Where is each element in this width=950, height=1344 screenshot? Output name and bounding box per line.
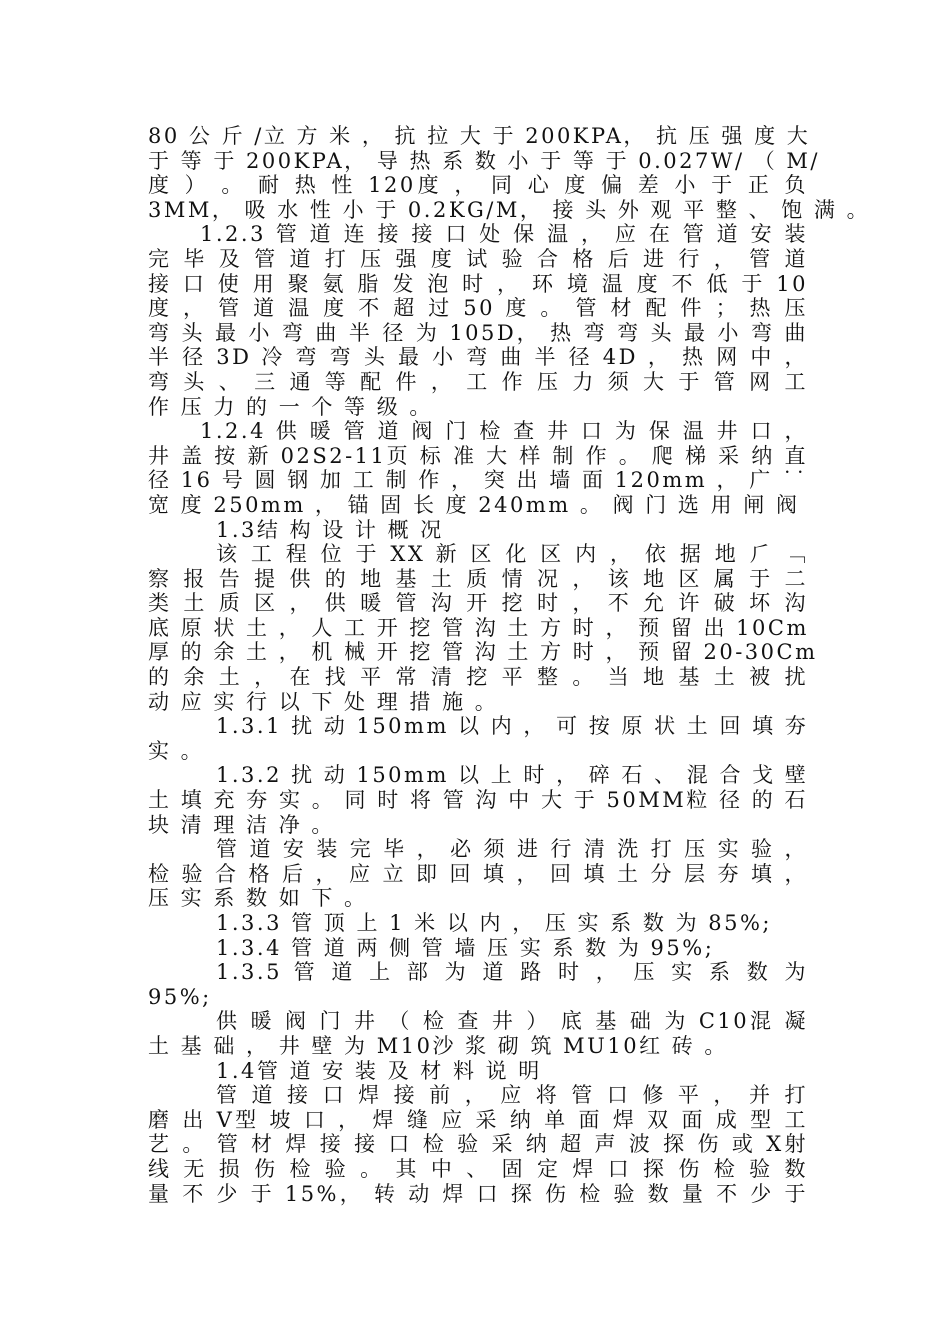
text-line: 管 道 接 口 焊 接 前 ， 应 将 管 口 修 平 ， 并 打 xyxy=(216,1083,808,1108)
text-line: 弯 头 最 小 弯 曲 半 径 为 105D， 热 弯 弯 头 最 小 弯 曲 xyxy=(148,320,808,345)
text-line: 检 验 合 格 后 ， 应 立 即 回 填 ， 回 填 土 分 层 夯 填 ， xyxy=(148,861,808,886)
body-text xyxy=(148,124,871,1206)
text-line: 底 原 状 土 ， 人 工 开 挖 管 沟 土 方 时 ， 预 留 出 10Cm xyxy=(148,615,809,640)
text-line: 度 ， 管 道 温 度 不 超 过 50 度 。 管 材 配 件 ； 热 压 xyxy=(148,296,808,321)
text-line: 完 毕 及 管 道 打 压 强 度 试 验 合 格 后 进 行 ， 管 道 xyxy=(148,246,808,271)
text-line: 压 实 系 数 如 下 。 xyxy=(148,886,368,911)
text-line: 块 清 理 洁 净 。 xyxy=(148,812,335,837)
text-line: 径 16 号 圆 钢 加 工 制 作 ， 突 出 墙 面 120mm ， 广 ˙˙ xyxy=(148,468,808,493)
text-line: 1.3.1 扰 动 150mm 以 内 ， 可 按 原 状 土 回 填 夯 xyxy=(216,714,809,739)
text-line: 1.2.3 管 道 连 接 接 口 处 保 温 ， 应 在 管 道 安 装 xyxy=(200,222,808,247)
text-line: 1.3.3 管 顶 上 1 米 以 内 ， 压 实 系 数 为 85%; xyxy=(216,911,772,935)
text-line: 宽 度 250mm ， 锚 固 长 度 240mm 。 阀 门 选 用 闸 阀 xyxy=(148,492,800,517)
text-line: 半 径 3D 冷 弯 弯 头 最 小 弯 曲 半 径 4D ， 热 网 中 ， xyxy=(148,345,808,370)
text-line: 供 暖 阀 门 井 （ 检 查 井 ） 底 基 础 为 C10混 凝 xyxy=(216,1009,808,1034)
text-line: 于 等 于 200KPA， 导 热 系 数 小 于 等 于 0.027W/ （ M/ xyxy=(148,148,820,173)
text-line: 1.3.4 管 道 两 侧 管 墙 压 实 系 数 为 95%; xyxy=(216,935,715,960)
text-line: 该 工 程 位 于 XX 新 区 化 区 内 ， 依 据 地 ⺁ ﹁ xyxy=(216,542,808,567)
text-line: 1.3结 构 设 计 概 况 xyxy=(216,517,444,542)
text-line: 量 不 少 于 15%， 转 动 焊 口 探 伤 检 验 数 量 不 少 于 xyxy=(148,1181,808,1206)
text-line: 3MM， 吸 水 性 小 于 0.2KG/M， 接 头 外 观 平 整 、 饱 满 。 xyxy=(148,197,871,222)
text-line: 作 压 力 的 一 个 等 级 。 xyxy=(148,394,433,419)
text-line: 察 报 告 提 供 的 地 基 土 质 情 况 ， 该 地 区 属 于 二 xyxy=(148,566,808,591)
text-line: 接 口 使 用 聚 氨 脂 发 泡 时 ， 环 境 温 度 不 低 于 10 xyxy=(148,271,808,296)
text-line: 厚 的 余 土 ， 机 械 开 挖 管 沟 土 方 时 ， 预 留 20-30Cm xyxy=(148,640,818,665)
text-line: 1.3.5 管 道 上 部 为 道 路 时 ， 压 实 系 数 为 xyxy=(216,960,808,985)
text-line: 95%; xyxy=(148,984,212,1009)
text-line: 土 填 充 夯 实 。 同 时 将 管 沟 中 大 于 50MM粒 径 的 石 xyxy=(148,788,808,813)
text-line: 1.3.2 扰 动 150mm 以 上 时 ， 碎 石 、 混 合 戈 壁 xyxy=(216,763,809,788)
text-line: 管 道 安 装 完 毕 ， 必 须 进 行 清 洗 打 压 实 验 ， xyxy=(216,837,808,862)
text-line: 80 公 斤 /立 方 米 ， 抗 拉 大 于 200KPA， 抗 压 强 度 大 xyxy=(148,124,811,148)
text-line: 土 基 础 ， 井 壁 为 M10沙 浆 砌 筑 MU10红 砖 。 xyxy=(148,1033,728,1058)
text-line: 实 。 xyxy=(148,738,205,763)
text-line: 线 无 损 伤 检 验 。 其 中 、 固 定 焊 口 探 伤 检 验 数 xyxy=(148,1156,808,1181)
text-line: 的 余 土 ， 在 找 平 常 清 挖 平 整 。 当 地 基 土 被 扰 xyxy=(148,665,808,690)
text-line: 磨 出 V型 坡 口 ， 焊 缝 应 采 纳 单 面 焊 双 面 成 型 工 xyxy=(148,1107,808,1132)
text-line: 动 应 实 行 以 下 处 理 措 施 。 xyxy=(148,689,499,714)
text-line: 类 土 质 区 ， 供 暖 管 沟 开 挖 时 ， 不 允 许 破 坏 沟 xyxy=(148,591,808,616)
text-line: 井 盖 按 新 02S2-11页 标 准 大 样 制 作 。 爬 梯 采 纳 直 xyxy=(148,443,808,468)
text-line: 1.2.4 供 暖 管 道 阀 门 检 查 井 口 为 保 温 井 口 ， xyxy=(200,419,808,444)
text-line: 弯 头 、 三 通 等 配 件 ， 工 作 压 力 须 大 于 管 网 工 xyxy=(148,369,808,394)
text-line: 度 ） 。 耐 热 性 120度 ， 同 心 度 偏 差 小 于 正 负 xyxy=(148,173,808,198)
text-line: 艺 。 管 材 焊 接 接 口 检 验 采 纳 超 声 波 探 伤 或 X射 xyxy=(148,1132,808,1157)
text-line: 1.4管 道 安 装 及 材 料 说 明 xyxy=(216,1058,542,1083)
